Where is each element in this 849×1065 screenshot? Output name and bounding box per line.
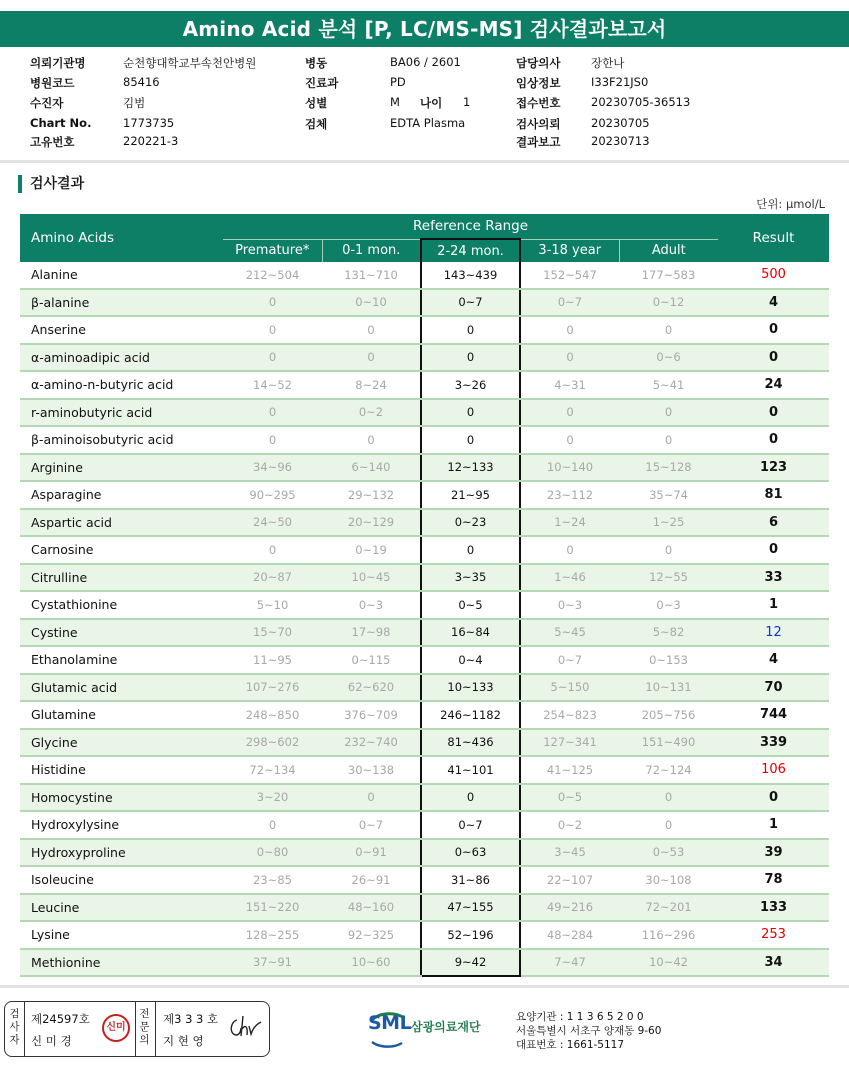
unit-label: 단위: μmol/L — [756, 197, 825, 211]
result-value: 106 — [718, 756, 829, 784]
reference-range-cell: 151~220 — [223, 894, 322, 922]
amino-acid-name: Glutamine — [20, 701, 223, 729]
reference-range-cell: 0~115 — [322, 646, 421, 674]
reference-range-cell: 17~98 — [322, 619, 421, 647]
result-value: 0 — [718, 316, 829, 344]
logo-sml-text: SML — [368, 1012, 412, 1034]
amino-acid-name: Lysine — [20, 921, 223, 949]
table-row — [20, 949, 829, 977]
reference-range-cell: 10~140 — [520, 454, 619, 482]
reference-range-cell: 3~35 — [421, 564, 520, 592]
reference-range-cell: 0 — [619, 784, 718, 812]
amino-acid-name: Histidine — [20, 756, 223, 784]
header-amino-acids: Amino Acids — [20, 214, 223, 262]
amino-acid-name: Glycine — [20, 729, 223, 757]
table-row — [20, 839, 829, 867]
footer-divider — [0, 985, 849, 988]
reference-range-cell: 26~91 — [322, 866, 421, 894]
reference-range-cell: 5~10 — [223, 591, 322, 619]
reference-range-cell: 0~10 — [322, 289, 421, 317]
reference-range-cell: 23~112 — [520, 481, 619, 509]
reference-range-cell: 0~23 — [421, 509, 520, 537]
reference-range-cell: 30~138 — [322, 756, 421, 784]
reference-range-cell: 35~74 — [619, 481, 718, 509]
reference-range-cell: 10~133 — [421, 674, 520, 702]
amino-acid-name: Hydroxylysine — [20, 811, 223, 839]
reference-range-cell: 0 — [223, 811, 322, 839]
reference-range-cell: 0~153 — [619, 646, 718, 674]
reference-range-cell: 14~52 — [223, 371, 322, 399]
amino-acid-name: β-aminoisobutyric acid — [20, 426, 223, 454]
amino-acid-name: Homocystine — [20, 784, 223, 812]
reference-range-cell: 177~583 — [619, 262, 718, 289]
info-label: 진료과 — [305, 76, 339, 90]
table-row — [20, 344, 829, 372]
reference-range-cell: 0 — [421, 784, 520, 812]
table-row — [20, 921, 829, 949]
reference-range-cell: 49~216 — [520, 894, 619, 922]
tester-name: 신 미 경 — [31, 1034, 72, 1048]
amino-acid-name: Methionine — [20, 949, 223, 977]
reference-range-cell: 1~25 — [619, 509, 718, 537]
table-row — [20, 729, 829, 757]
reference-range-cell: 0 — [421, 426, 520, 454]
info-label: Chart No. — [30, 116, 92, 130]
table-row — [20, 811, 829, 839]
reference-range-cell: 34~96 — [223, 454, 322, 482]
result-value: 1 — [718, 811, 829, 839]
header-3-18-year: 3-18 year — [520, 239, 619, 262]
result-value: 0 — [718, 399, 829, 427]
info-value: 1773735 — [123, 116, 175, 130]
amino-acid-name: Cystine — [20, 619, 223, 647]
table-row — [20, 619, 829, 647]
info-value: 20230705-36513 — [591, 95, 691, 109]
specialist-name: 지 현 영 — [163, 1034, 204, 1048]
info-value: M — [390, 95, 400, 109]
info-label: 성별 — [305, 96, 328, 110]
reference-range-cell: 0~12 — [619, 289, 718, 317]
result-value: 70 — [718, 674, 829, 702]
reference-range-cell: 0~7 — [421, 811, 520, 839]
reference-range-cell: 0 — [520, 399, 619, 427]
lab-phone: 대표번호 : 1661-5117 — [516, 1039, 625, 1051]
info-label: 임상정보 — [516, 76, 561, 90]
reference-range-cell: 5~150 — [520, 674, 619, 702]
reference-range-cell: 81~436 — [421, 729, 520, 757]
info-value: I33F21JS0 — [591, 75, 649, 89]
reference-range-cell: 6~140 — [322, 454, 421, 482]
info-label: 병동 — [305, 56, 328, 70]
reference-range-cell: 232~740 — [322, 729, 421, 757]
reference-range-cell: 143~439 — [421, 262, 520, 289]
reference-range-cell: 15~128 — [619, 454, 718, 482]
table-row — [20, 454, 829, 482]
reference-range-cell: 212~504 — [223, 262, 322, 289]
amino-acid-name: Aspartic acid — [20, 509, 223, 537]
amino-acid-name: β-alanine — [20, 289, 223, 317]
reference-range-cell: 0~6 — [619, 344, 718, 372]
reference-range-cell: 0 — [322, 316, 421, 344]
result-value: 39 — [718, 839, 829, 867]
reference-range-cell: 3~45 — [520, 839, 619, 867]
table-row — [20, 371, 829, 399]
info-value: EDTA Plasma — [390, 116, 466, 130]
reference-range-cell: 0 — [520, 426, 619, 454]
reference-range-cell: 1~46 — [520, 564, 619, 592]
reference-range-cell: 128~255 — [223, 921, 322, 949]
reference-range-cell: 29~132 — [322, 481, 421, 509]
reference-range-cell: 152~547 — [520, 262, 619, 289]
reference-range-cell: 0 — [322, 344, 421, 372]
info-value: BA06 / 2601 — [390, 55, 461, 69]
reference-range-cell: 0~2 — [322, 399, 421, 427]
result-value: 500 — [718, 262, 829, 289]
reference-range-cell: 30~108 — [619, 866, 718, 894]
reference-range-cell: 62~620 — [322, 674, 421, 702]
reference-range-cell: 151~490 — [619, 729, 718, 757]
reference-range-cell: 41~125 — [520, 756, 619, 784]
result-value: 34 — [718, 949, 829, 977]
amino-acid-name: r-aminobutyric acid — [20, 399, 223, 427]
reference-range-cell: 0 — [223, 316, 322, 344]
reference-range-cell: 92~325 — [322, 921, 421, 949]
info-label: 검체 — [305, 117, 328, 131]
reference-range-cell: 72~124 — [619, 756, 718, 784]
info-value: 20230713 — [591, 134, 650, 148]
header-premature: Premature* — [223, 239, 322, 262]
table-row — [20, 756, 829, 784]
reference-range-cell: 0~2 — [520, 811, 619, 839]
reference-range-cell: 376~709 — [322, 701, 421, 729]
reference-range-cell: 0~80 — [223, 839, 322, 867]
table-row — [20, 289, 829, 317]
table-row — [20, 701, 829, 729]
reference-range-cell: 0~7 — [520, 289, 619, 317]
reference-range-cell: 0 — [223, 289, 322, 317]
reference-range-cell: 10~131 — [619, 674, 718, 702]
reference-range-cell: 47~155 — [421, 894, 520, 922]
reference-range-cell: 72~201 — [619, 894, 718, 922]
result-value: 33 — [718, 564, 829, 592]
reference-range-cell: 20~87 — [223, 564, 322, 592]
result-value: 4 — [718, 646, 829, 674]
result-value: 24 — [718, 371, 829, 399]
reference-range-cell: 72~134 — [223, 756, 322, 784]
reference-range-cell: 0 — [619, 399, 718, 427]
reference-range-cell: 0~63 — [421, 839, 520, 867]
amino-acid-name: Ethanolamine — [20, 646, 223, 674]
amino-acid-name: Citrulline — [20, 564, 223, 592]
reference-range-cell: 0 — [223, 399, 322, 427]
reference-range-cell: 16~84 — [421, 619, 520, 647]
amino-acid-name: Isoleucine — [20, 866, 223, 894]
result-value: 0 — [718, 536, 829, 564]
result-value: 339 — [718, 729, 829, 757]
reference-range-cell: 0~7 — [322, 811, 421, 839]
reference-range-cell: 7~47 — [520, 949, 619, 977]
table-row — [20, 591, 829, 619]
reference-range-cell: 246~1182 — [421, 701, 520, 729]
reference-range-cell: 298~602 — [223, 729, 322, 757]
info-label: 의뢰기관명 — [30, 56, 86, 70]
table-row — [20, 536, 829, 564]
reference-range-cell: 131~710 — [322, 262, 421, 289]
reference-range-cell: 12~133 — [421, 454, 520, 482]
reference-range-cell: 0 — [421, 316, 520, 344]
reference-range-cell: 0 — [619, 536, 718, 564]
table-row — [20, 316, 829, 344]
age-value: 1 — [463, 95, 471, 109]
reference-range-cell: 0~3 — [520, 591, 619, 619]
result-value: 123 — [718, 454, 829, 482]
reference-range-cell: 0~3 — [322, 591, 421, 619]
reference-range-cell: 0~7 — [421, 289, 520, 317]
amino-acid-name: Hydroxyproline — [20, 839, 223, 867]
reference-range-cell: 5~45 — [520, 619, 619, 647]
amino-acid-name: α-aminoadipic acid — [20, 344, 223, 372]
header-result: Result — [718, 214, 829, 262]
reference-range-cell: 0~4 — [421, 646, 520, 674]
info-value: 20230705 — [591, 116, 650, 130]
reference-range-cell: 0 — [223, 536, 322, 564]
amino-acid-name: Alanine — [20, 262, 223, 289]
reference-range-cell: 0~3 — [619, 591, 718, 619]
reference-range-cell: 0 — [421, 344, 520, 372]
result-value: 0 — [718, 784, 829, 812]
table-row — [20, 399, 829, 427]
reference-range-cell: 0 — [520, 344, 619, 372]
report-title: Amino Acid 분석 [P, LC/MS-MS] 검사결과보고서 — [0, 11, 849, 47]
reference-range-cell: 0 — [223, 344, 322, 372]
amino-acid-name: Leucine — [20, 894, 223, 922]
reference-range-cell: 10~45 — [322, 564, 421, 592]
lab-contact — [516, 1010, 661, 1052]
result-value: 253 — [718, 921, 829, 949]
lab-address: 서울특별시 서초구 양재동 9-60 — [516, 1025, 662, 1037]
info-label: 결과보고 — [516, 135, 561, 149]
amino-acid-name: Asparagine — [20, 481, 223, 509]
reference-range-cell: 0 — [223, 426, 322, 454]
divider — [135, 1002, 136, 1056]
header-2-24-mon: 2-24 mon. — [421, 239, 520, 262]
amino-acid-name: Carnosine — [20, 536, 223, 564]
reference-range-cell: 0~5 — [520, 784, 619, 812]
reference-range-cell: 8~24 — [322, 371, 421, 399]
tester-seal: 신미 — [102, 1014, 130, 1042]
table-row — [20, 426, 829, 454]
specialist-id: 제3 3 3 호 — [163, 1012, 219, 1026]
reference-range-cell: 0 — [520, 536, 619, 564]
table-row — [20, 481, 829, 509]
table-row — [20, 894, 829, 922]
reference-range-cell: 0 — [619, 811, 718, 839]
reference-range-cell: 37~91 — [223, 949, 322, 977]
reference-range-cell: 10~42 — [619, 949, 718, 977]
results-table — [20, 214, 829, 977]
result-value: 12 — [718, 619, 829, 647]
info-label: 병원코드 — [30, 76, 75, 90]
tester-id: 제24597호 — [31, 1012, 90, 1026]
reference-range-cell: 24~50 — [223, 509, 322, 537]
reference-range-cell: 0 — [421, 536, 520, 564]
amino-acid-name: Arginine — [20, 454, 223, 482]
reference-range-cell: 48~160 — [322, 894, 421, 922]
reference-range-cell: 0 — [520, 316, 619, 344]
reference-range-cell: 5~41 — [619, 371, 718, 399]
reference-range-cell: 3~20 — [223, 784, 322, 812]
info-value: 김범 — [123, 96, 146, 110]
table-row — [20, 674, 829, 702]
info-value: 순천향대학교부속천안병원 — [123, 56, 257, 70]
reference-range-cell: 10~60 — [322, 949, 421, 977]
reference-range-cell: 41~101 — [421, 756, 520, 784]
table-row — [20, 262, 829, 289]
reference-range-cell: 21~95 — [421, 481, 520, 509]
reference-range-cell: 0 — [619, 316, 718, 344]
reference-range-cell: 254~823 — [520, 701, 619, 729]
amino-acid-name: Glutamic acid — [20, 674, 223, 702]
reference-range-cell: 90~295 — [223, 481, 322, 509]
reference-range-cell: 116~296 — [619, 921, 718, 949]
reference-range-cell: 15~70 — [223, 619, 322, 647]
reference-range-cell: 0 — [421, 399, 520, 427]
reference-range-cell: 4~31 — [520, 371, 619, 399]
table-row — [20, 646, 829, 674]
reference-range-cell: 52~196 — [421, 921, 520, 949]
result-value: 0 — [718, 426, 829, 454]
header-reference-range: Reference Range — [223, 214, 718, 239]
info-value: 85416 — [123, 75, 160, 89]
reference-range-cell: 0~91 — [322, 839, 421, 867]
result-value: 78 — [718, 866, 829, 894]
result-value: 133 — [718, 894, 829, 922]
info-label: 검사의뢰 — [516, 117, 561, 131]
tester-label: 검사자 — [9, 1008, 20, 1046]
reference-range-cell: 127~341 — [520, 729, 619, 757]
info-value: 220221-3 — [123, 134, 179, 148]
info-label: 접수번호 — [516, 96, 561, 110]
lab-name: 삼광의료재단 — [411, 1020, 481, 1034]
reference-range-cell: 11~95 — [223, 646, 322, 674]
amino-acid-name: Cystathionine — [20, 591, 223, 619]
result-value: 1 — [718, 591, 829, 619]
reference-range-cell: 48~284 — [520, 921, 619, 949]
section-title: 검사결과 — [18, 175, 84, 193]
signature-box — [4, 1001, 270, 1057]
reference-range-cell: 205~756 — [619, 701, 718, 729]
table-row — [20, 866, 829, 894]
reference-range-cell: 9~42 — [421, 949, 520, 977]
reference-range-cell: 0~7 — [520, 646, 619, 674]
divider — [155, 1002, 156, 1056]
amino-acid-name: α-amino-n-butyric acid — [20, 371, 223, 399]
header-0-1-mon: 0-1 mon. — [322, 239, 421, 262]
reference-range-cell: 31~86 — [421, 866, 520, 894]
table-row — [20, 784, 829, 812]
result-value: 0 — [718, 344, 829, 372]
reference-range-cell: 0 — [322, 426, 421, 454]
result-value: 744 — [718, 701, 829, 729]
lab-code: 요양기관 : 1 1 3 6 5 2 0 0 — [516, 1011, 644, 1023]
table-row — [20, 509, 829, 537]
reference-range-cell: 1~24 — [520, 509, 619, 537]
reference-range-cell: 22~107 — [520, 866, 619, 894]
reference-range-cell: 0~19 — [322, 536, 421, 564]
info-value: 장한나 — [591, 56, 625, 70]
reference-range-cell: 0~53 — [619, 839, 718, 867]
reference-range-cell: 3~26 — [421, 371, 520, 399]
specialist-label: 전문의 — [139, 1008, 150, 1046]
info-label: 수진자 — [30, 96, 64, 110]
info-label: 담당의사 — [516, 56, 561, 70]
reference-range-cell: 20~129 — [322, 509, 421, 537]
reference-range-cell: 0~5 — [421, 591, 520, 619]
table-row — [20, 564, 829, 592]
reference-range-cell: 23~85 — [223, 866, 322, 894]
result-value: 81 — [718, 481, 829, 509]
age-label: 나이 — [420, 96, 443, 110]
amino-acid-name: Anserine — [20, 316, 223, 344]
specialist-signature — [227, 1014, 263, 1040]
info-label: 고유번호 — [30, 135, 75, 149]
divider — [0, 160, 849, 163]
reference-range-cell: 12~55 — [619, 564, 718, 592]
result-value: 6 — [718, 509, 829, 537]
reference-range-cell: 248~850 — [223, 701, 322, 729]
reference-range-cell: 5~82 — [619, 619, 718, 647]
reference-range-cell: 0 — [322, 784, 421, 812]
reference-range-cell: 107~276 — [223, 674, 322, 702]
header-adult: Adult — [619, 239, 718, 262]
reference-range-cell: 0 — [619, 426, 718, 454]
divider — [24, 1002, 25, 1056]
lab-logo — [368, 1010, 508, 1050]
result-value: 4 — [718, 289, 829, 317]
info-value: PD — [390, 75, 406, 89]
